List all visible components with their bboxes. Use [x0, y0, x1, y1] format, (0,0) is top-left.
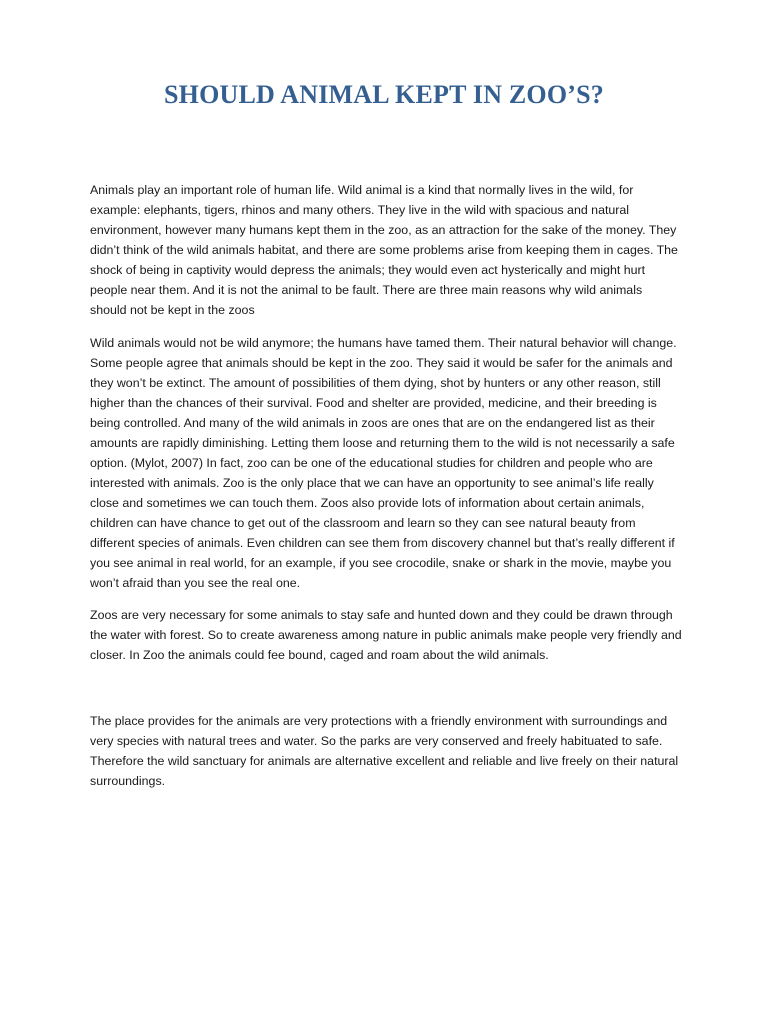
document-title: SHOULD ANIMAL KEPT IN ZOO’S? — [164, 80, 604, 109]
paragraph-sanctuary: The place provides for the animals are very protections with a friendly environment with surroundings and very species with natural trees and water. So the parks are very conserved and freely habituated to safe. Therefore the wild sanctuary for animals are alternative excellent and reliable and live freely on their natural surroundings. — [90, 714, 679, 788]
paragraph-zoos-necessary: Zoos are very necessary for some animals to stay safe and hunted down and they could be drawn through the water with forest. So to create awareness among nature in public animals make people very friendly and closer. In Zoo the animals could fee bound, caged and roam about the wild animals. — [90, 608, 682, 662]
paragraph-introduction: Animals play an important role of human life. Wild animal is a kind that normally lives in the wild, for example: elephants, tigers, rhinos and many others. They live in the wild with spacious and natural environment, however many humans kept them in the zoo, as an attraction for the sake of the money. They didn’t think of the wild animals habitat, and there are some problems arise from keeping them in cages. The shock of being in captivity would depress the animals; they would even act hysterically and might hurt people near them. And it is not the animal to be fault. There are three main reasons why wild animals should not be kept in the zoos — [90, 183, 678, 317]
paragraph-wild-behavior: Wild animals would not be wild anymore; the humans have tamed them. Their natural behavior will change. Some people agree that animals should be kept in the zoo. They said it would be safer for the animals and they won’t be extinct. The amount of possibilities of them dying, shot by hunters or any other reason, still higher than the chances of their survival. Food and shelter are provided, medicine, and their breeding is being controlled. And many of the wild animals in zoos are ones that are on the endangered list as their amounts are rapidly diminishing. Letting them loose and returning them to the wild is not necessarily a safe option. (Mylot, 2007) In fact, zoo can be one of the educational studies for children and people who are interested with animals. Zoo is the only place that we can have an opportunity to see animal’s life really close and sometimes we can touch them. Zoos also provide lots of information about certain animals, children can have chance to get out of the classroom and learn so they can see natural beauty from different species of animals. Even children can see them from discovery channel but that’s really different if you see animal in real world, for an example, if you see crocodile, snake or shark in the movie, maybe you won’t afraid than you see the real one. — [90, 336, 677, 590]
